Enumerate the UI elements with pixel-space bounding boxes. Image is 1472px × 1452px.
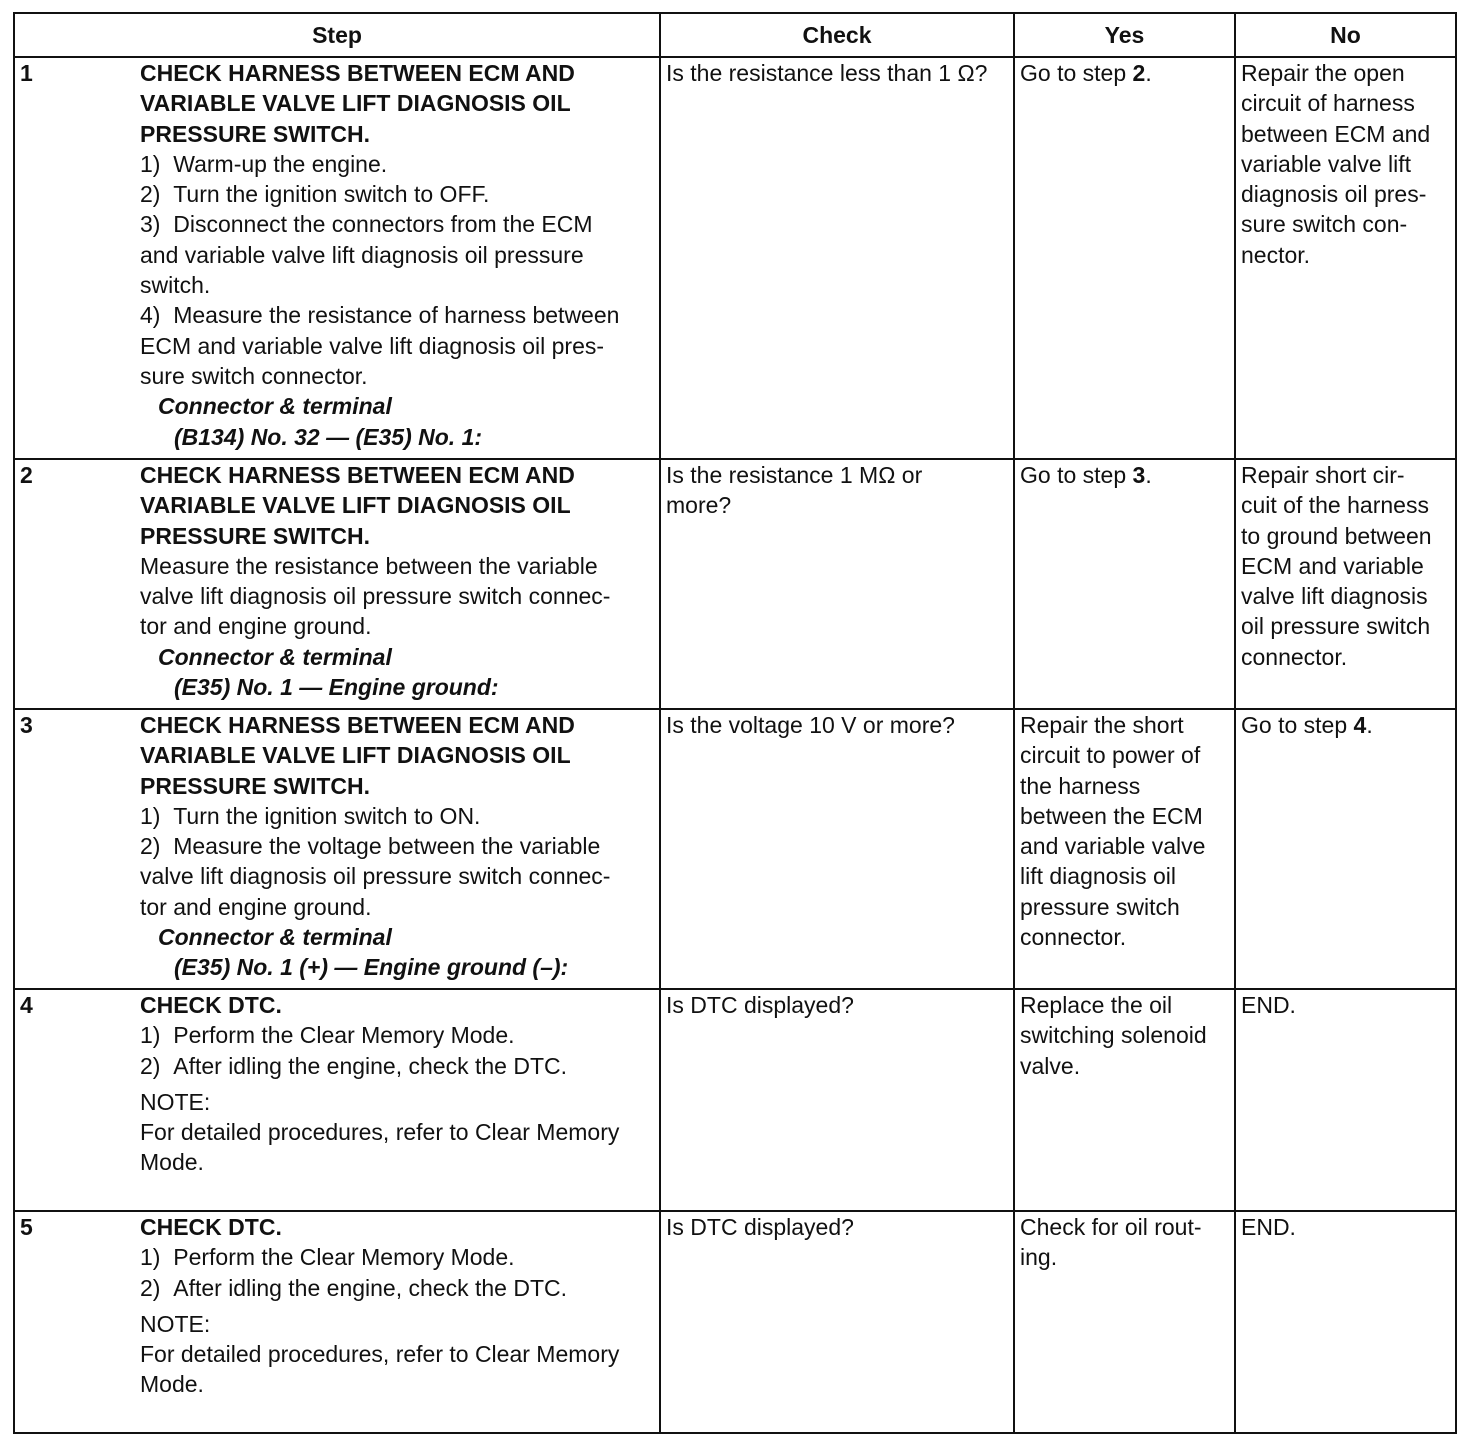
step-title: VARIABLE VALVE LIFT DIAGNOSIS OIL	[140, 492, 571, 519]
connector-label: Connector & terminal	[158, 643, 392, 670]
no-cell	[1235, 709, 1456, 989]
step-instruction: 4) Measure the resistance of harness between	[140, 302, 620, 329]
yes-end: .	[1145, 60, 1152, 86]
yes-text: lift diagnosis oil	[1020, 863, 1176, 890]
no-text: Repair short cir-	[1241, 462, 1405, 488]
header-yes: Yes	[1014, 13, 1235, 57]
yes-text: connector.	[1020, 924, 1127, 951]
no-text: ECM and variable	[1241, 552, 1424, 579]
step-title: CHECK DTC.	[140, 1214, 282, 1240]
table-row	[14, 1211, 1456, 1433]
step-instruction: 1) Warm-up the engine.	[140, 150, 388, 177]
no-text: Repair the open	[1241, 60, 1405, 86]
check-question: Is DTC displayed?	[666, 992, 854, 1018]
step-instruction: switch.	[140, 272, 211, 299]
step-title: PRESSURE SWITCH.	[140, 120, 371, 147]
step-instruction: tor and engine ground.	[140, 893, 372, 920]
step-instruction: 1) Turn the ignition switch to ON.	[140, 802, 481, 829]
yes-text: Go to step	[1020, 60, 1133, 86]
yes-cell	[1014, 989, 1235, 1211]
step-cell	[14, 1211, 660, 1433]
note-label: NOTE:	[140, 1310, 211, 1337]
no-text: cuit of the harness	[1241, 492, 1429, 519]
step-cell	[14, 459, 660, 709]
step-instruction: ECM and variable valve lift diagnosis oil pres-	[140, 332, 605, 359]
yes-text: and variable valve	[1020, 833, 1206, 860]
step-cell	[14, 709, 660, 989]
check-cell	[660, 459, 1014, 709]
no-text: sure switch con-	[1241, 211, 1408, 238]
yes-text: circuit to power of	[1020, 742, 1201, 769]
step-title: CHECK DTC.	[140, 992, 282, 1018]
check-question: Is the voltage 10 V or more?	[666, 712, 955, 738]
yes-text: valve.	[1020, 1052, 1081, 1079]
step-cell	[14, 57, 660, 459]
yes-text: pressure switch	[1020, 893, 1180, 920]
connector-value: (B134) No. 32 — (E35) No. 1:	[174, 423, 483, 450]
no-text: circuit of harness	[1241, 90, 1415, 117]
no-text: oil pressure switch	[1241, 613, 1431, 640]
check-question: more?	[666, 492, 732, 519]
step-instruction: Measure the resistance between the variable	[140, 552, 598, 579]
yes-text: Go to step	[1020, 462, 1133, 488]
table-row	[14, 459, 1456, 709]
yes-step-ref: 2	[1132, 60, 1146, 86]
diagnostic-table	[13, 12, 1457, 1434]
step-instruction: and variable valve lift diagnosis oil pressure	[140, 241, 584, 268]
header-no: No	[1235, 13, 1456, 57]
step-number: 5	[20, 1214, 33, 1240]
no-text: between ECM and	[1241, 120, 1431, 147]
no-text: diagnosis oil pres-	[1241, 181, 1427, 208]
step-cell	[14, 989, 660, 1211]
step-instruction: 2) After idling the engine, check the DTC.	[140, 1274, 567, 1301]
no-text: nector.	[1241, 241, 1311, 268]
yes-text: ing.	[1020, 1244, 1058, 1271]
note-label: NOTE:	[140, 1088, 211, 1115]
check-question: Is the resistance less than 1 Ω?	[666, 60, 988, 86]
no-end: .	[1366, 712, 1373, 738]
header-check: Check	[660, 13, 1014, 57]
check-cell	[660, 1211, 1014, 1433]
step-title: CHECK HARNESS BETWEEN ECM AND	[140, 712, 575, 738]
no-step-ref: 4	[1353, 712, 1367, 738]
step-title: VARIABLE VALVE LIFT DIAGNOSIS OIL	[140, 90, 571, 117]
step-instruction: tor and engine ground.	[140, 613, 372, 640]
step-number: 2	[20, 462, 33, 488]
step-instruction: 3) Disconnect the connectors from the ECM	[140, 211, 593, 238]
step-title: VARIABLE VALVE LIFT DIAGNOSIS OIL	[140, 742, 571, 769]
check-cell	[660, 989, 1014, 1211]
step-instruction: sure switch connector.	[140, 362, 368, 389]
step-title: PRESSURE SWITCH.	[140, 772, 371, 799]
check-question: Is the resistance 1 MΩ or	[666, 462, 923, 488]
step-number: 4	[20, 992, 33, 1018]
yes-text: Check for oil rout-	[1020, 1214, 1202, 1240]
no-text: connector.	[1241, 643, 1348, 670]
no-cell	[1235, 459, 1456, 709]
no-cell	[1235, 1211, 1456, 1433]
check-cell	[660, 709, 1014, 989]
check-question: Is DTC displayed?	[666, 1214, 854, 1240]
step-title: CHECK HARNESS BETWEEN ECM AND	[140, 462, 575, 488]
step-number: 3	[20, 712, 33, 738]
note-text: For detailed procedures, refer to Clear Memory	[140, 1341, 620, 1368]
no-text: valve lift diagnosis	[1241, 583, 1428, 610]
step-title: PRESSURE SWITCH.	[140, 522, 371, 549]
connector-value: (E35) No. 1 — Engine ground:	[174, 674, 499, 701]
yes-cell	[1014, 1211, 1235, 1433]
note-text: For detailed procedures, refer to Clear Memory	[140, 1119, 620, 1146]
step-number: 1	[20, 60, 33, 86]
header-row	[14, 13, 1456, 57]
step-instruction: 1) Perform the Clear Memory Mode.	[140, 1022, 515, 1049]
step-instruction: 2) Turn the ignition switch to OFF.	[140, 181, 490, 208]
yes-cell	[1014, 459, 1235, 709]
connector-value: (E35) No. 1 (+) — Engine ground (–):	[174, 954, 569, 981]
yes-text: Repair the short	[1020, 712, 1184, 738]
connector-label: Connector & terminal	[158, 393, 392, 420]
yes-text: switching solenoid	[1020, 1022, 1207, 1049]
connector-label: Connector & terminal	[158, 924, 392, 951]
step-instruction: 2) After idling the engine, check the DTC.	[140, 1052, 567, 1079]
step-instruction: 2) Measure the voltage between the variable	[140, 833, 601, 860]
note-text: Mode.	[140, 1371, 204, 1398]
yes-text: between the ECM	[1020, 802, 1203, 829]
no-text: variable valve lift	[1241, 150, 1412, 177]
no-cell	[1235, 57, 1456, 459]
no-text: to ground between	[1241, 522, 1432, 549]
step-instruction: valve lift diagnosis oil pressure switch connec-	[140, 583, 611, 610]
step-title: CHECK HARNESS BETWEEN ECM AND	[140, 60, 575, 86]
step-instruction: valve lift diagnosis oil pressure switch connec-	[140, 863, 611, 890]
yes-text: the harness	[1020, 772, 1141, 799]
yes-text: Replace the oil	[1020, 992, 1173, 1018]
no-cell	[1235, 989, 1456, 1211]
yes-end: .	[1145, 462, 1152, 488]
no-text: END.	[1241, 1214, 1296, 1240]
table-row	[14, 57, 1456, 459]
step-instruction: 1) Perform the Clear Memory Mode.	[140, 1244, 515, 1271]
note-text: Mode.	[140, 1149, 204, 1176]
no-text: END.	[1241, 992, 1296, 1018]
table-row	[14, 989, 1456, 1211]
yes-step-ref: 3	[1132, 462, 1146, 488]
table-row	[14, 709, 1456, 989]
yes-cell	[1014, 57, 1235, 459]
yes-cell	[1014, 709, 1235, 989]
check-cell	[660, 57, 1014, 459]
header-step: Step	[14, 13, 660, 57]
no-text: Go to step	[1241, 712, 1354, 738]
